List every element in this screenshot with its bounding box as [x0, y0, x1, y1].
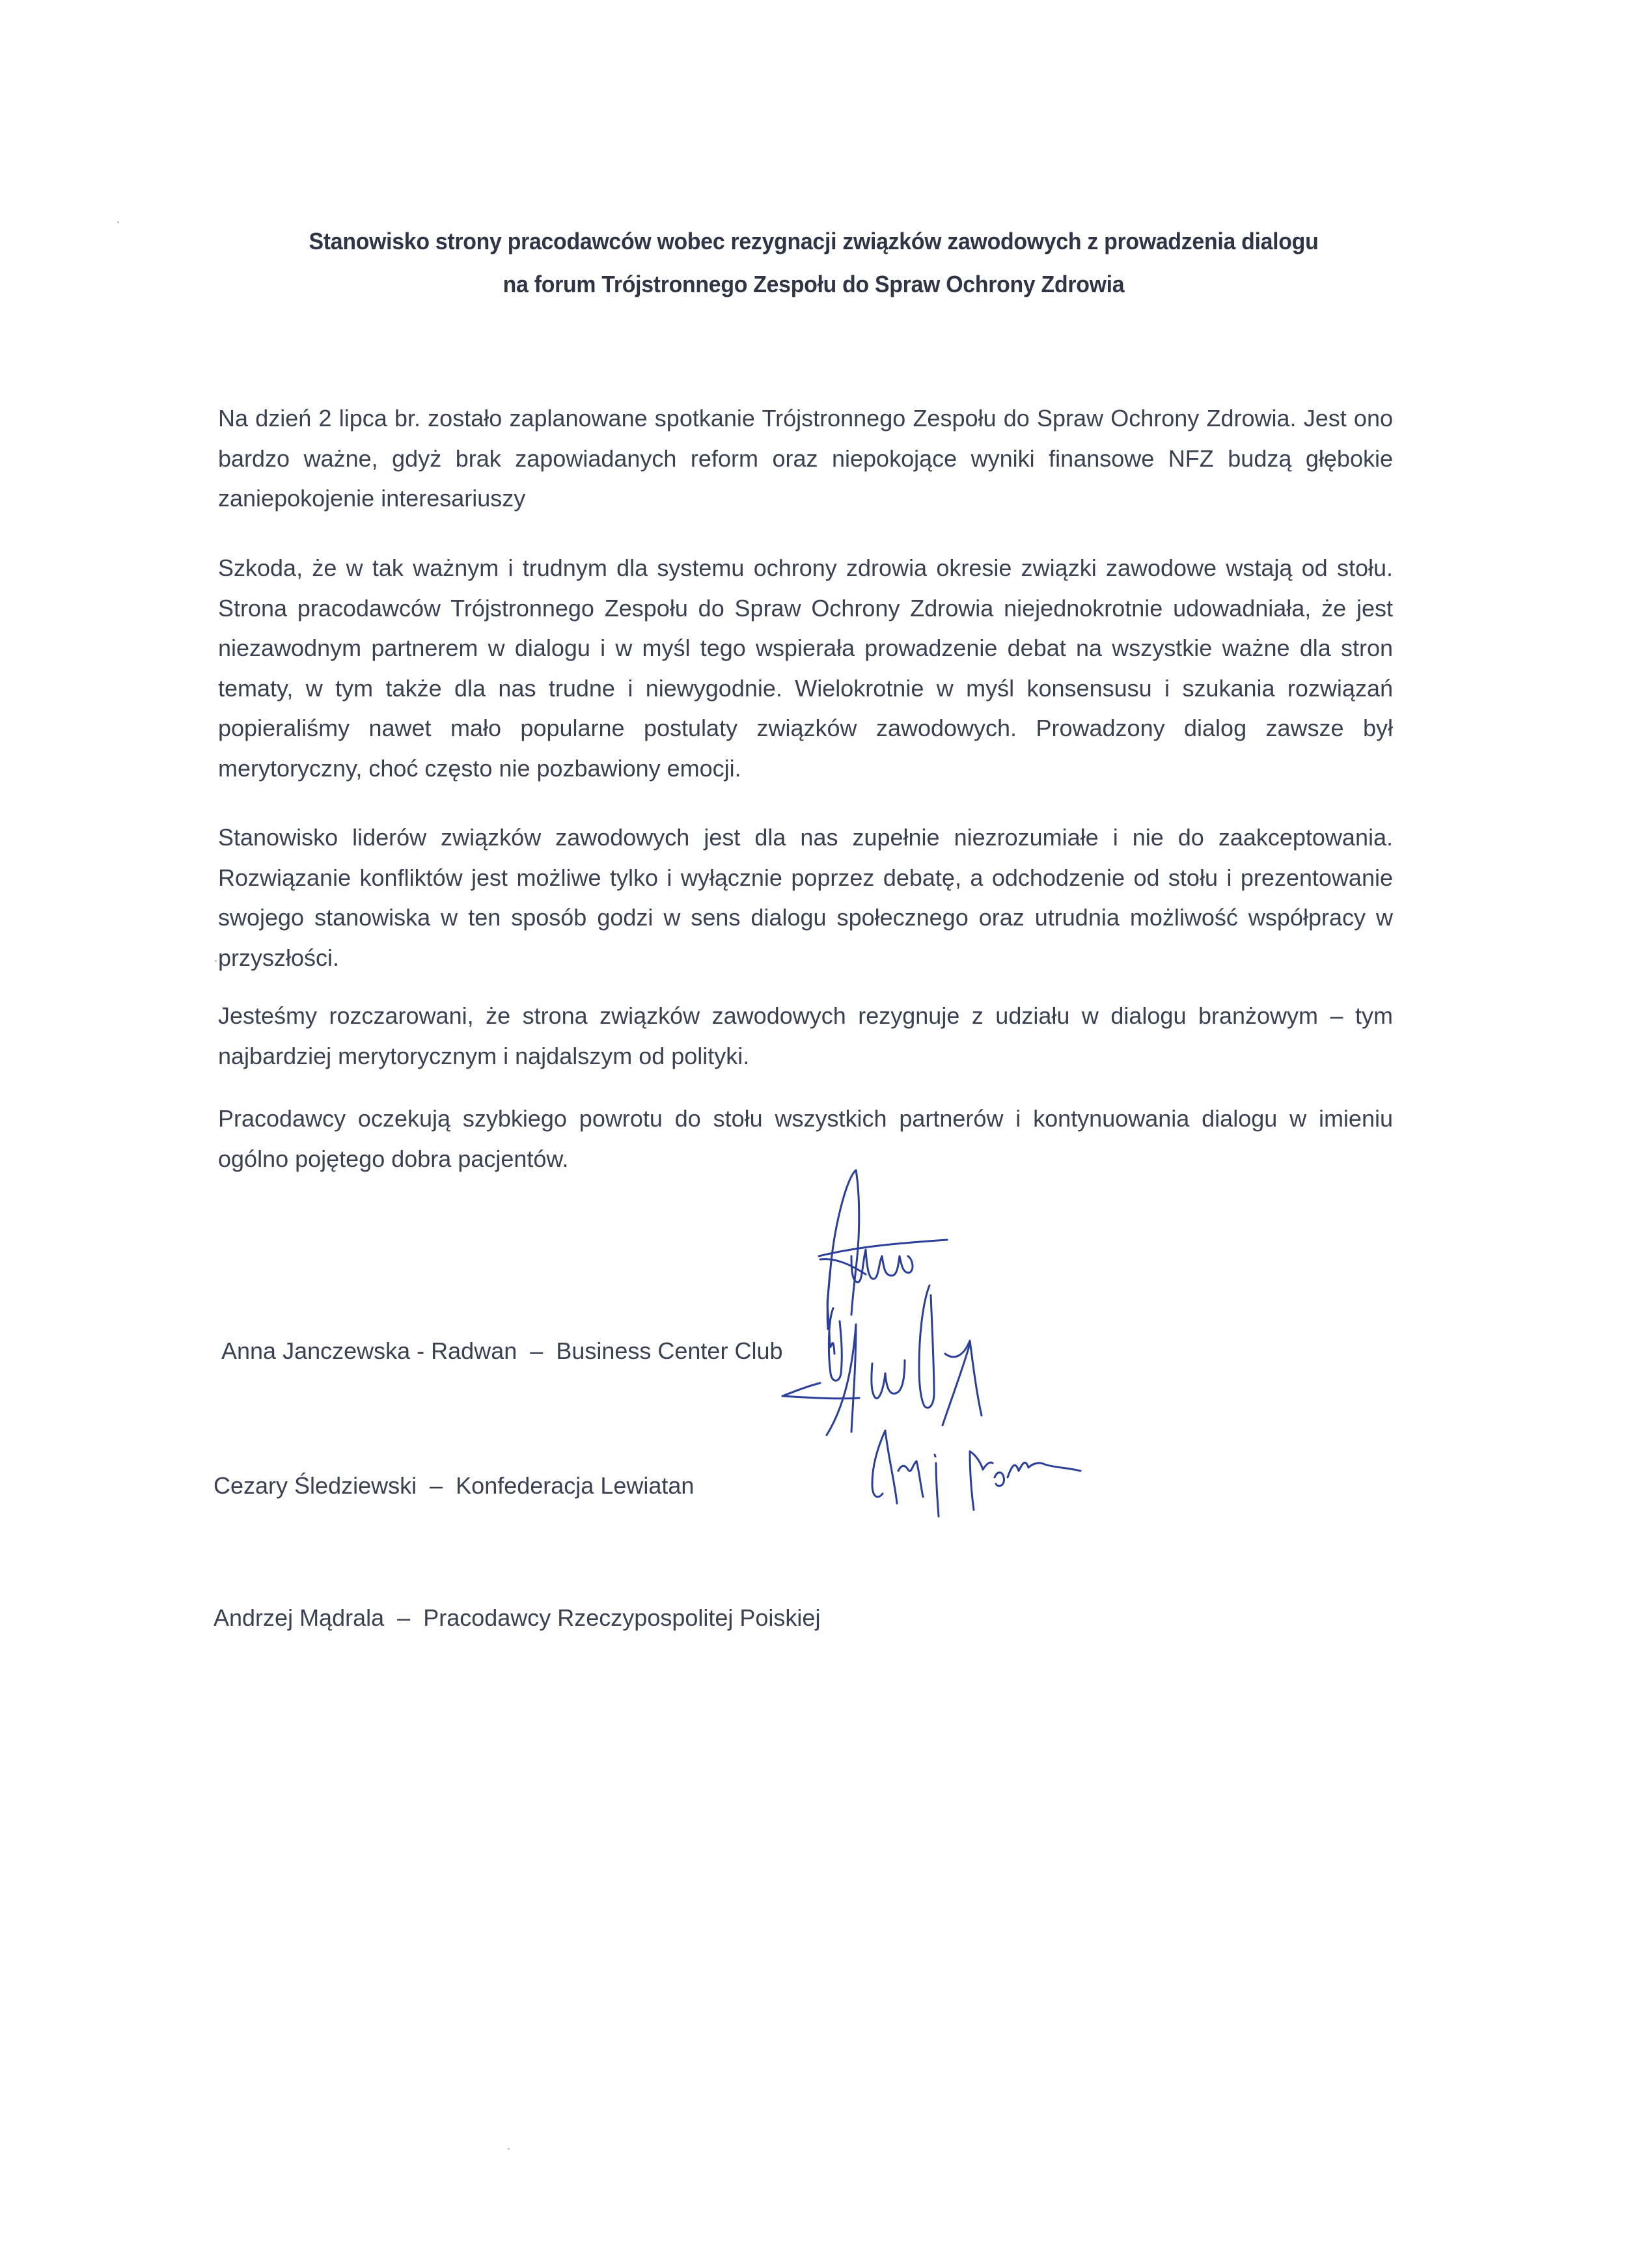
signatory-line — [213, 1604, 820, 1632]
signatory-name: Andrzej Mądrala — [213, 1604, 385, 1631]
signatory-name: Anna Janczewska - Radwan — [221, 1337, 517, 1364]
title-line-2: na forum Trójstronnego Zespołu do Spraw Ochrony Zdrowia — [502, 271, 1125, 297]
signatory-separator: – — [430, 1472, 443, 1499]
signature-sledziewski — [782, 1285, 982, 1435]
paragraph-expectation: Pracodawcy oczekują szybkiego powrotu do stołu wszystkich partnerów i kontynuowania dialogu w imieniu ogólno pojętego dobra pacjentów. — [218, 1105, 1393, 1172]
scan-artifact — [117, 221, 119, 223]
signatory-organization: Business Center Club — [556, 1337, 783, 1364]
handwritten-signatures — [768, 1158, 1354, 1679]
paragraph-disappointment: Jesteśmy rozczarowani, że strona związków zawodowych rezygnuje z udziału w dialogu branżowym – tym najbardziej merytorycznym i najdalszym od polityki. — [218, 1002, 1393, 1069]
title-line-1: Stanowisko strony pracodawców wobec rezygnacji związków zawodowych z prowadzenia dialogu — [309, 228, 1319, 254]
scan-artifact — [508, 2148, 510, 2150]
signatory-name: Cezary Śledziewski — [213, 1472, 417, 1499]
document-title — [232, 220, 1395, 306]
paragraph-regret: Szkoda, że w tak ważnym i trudnym dla systemu ochrony zdrowia okresie związki zawodowe wstają od stołu. Strona pracodawców Trójstronnego Zespołu do Spraw Ochrony Zdrowia niejednokrotnie udowadniała, że jest niezawodnym partnerem w dialogu i w myśl tego wspierała prowadzenie debat na wszystkie ważne dla stron tematy, w tym także dla nas trudne i niewygodnie. Wielokrotnie w myśl konsensusu i szukania rozwiązań popieraliśmy nawet mało popularne postulaty związków zawodowych. Prowadzony dialog zawsze był merytoryczny, choć często nie pozbawiony emocji. — [218, 555, 1393, 782]
signatory-organization: Konfederacja Lewiatan — [456, 1472, 695, 1499]
signatory-separator: – — [530, 1337, 544, 1364]
scan-artifact — [215, 960, 217, 962]
signatory-organization: Pracodawcy Rzeczypospolitej Poiskiej — [423, 1604, 821, 1631]
paragraph-meeting: Na dzień 2 lipca br. zostało zaplanowane spotkanie Trójstronnego Zespołu do Spraw Ochrony Zdrowia. Jest ono bardzo ważne, gdyż brak zapowiadanych reform oraz niepokojące wyniki finansowe NFZ budzą głębokie zaniepokojenie interesariuszy — [218, 405, 1393, 512]
signature-janczewska — [819, 1170, 947, 1354]
signatory-line — [221, 1337, 782, 1365]
signatory-line — [213, 1472, 694, 1500]
signatory-separator: – — [397, 1604, 411, 1631]
signature-madrala — [872, 1431, 1081, 1516]
paragraph-position: Stanowisko liderów związków zawodowych jest dla nas zupełnie niezrozumiałe i nie do zaakceptowania. Rozwiązanie konfliktów jest możliwe tylko i wyłącznie poprzez debatę, a odchodzenie od stołu i prezentowanie swojego stanowiska w ten sposób godzi w sens dialogu społecznego oraz utrudnia możliwość współpracy w przyszłości. — [218, 824, 1393, 971]
